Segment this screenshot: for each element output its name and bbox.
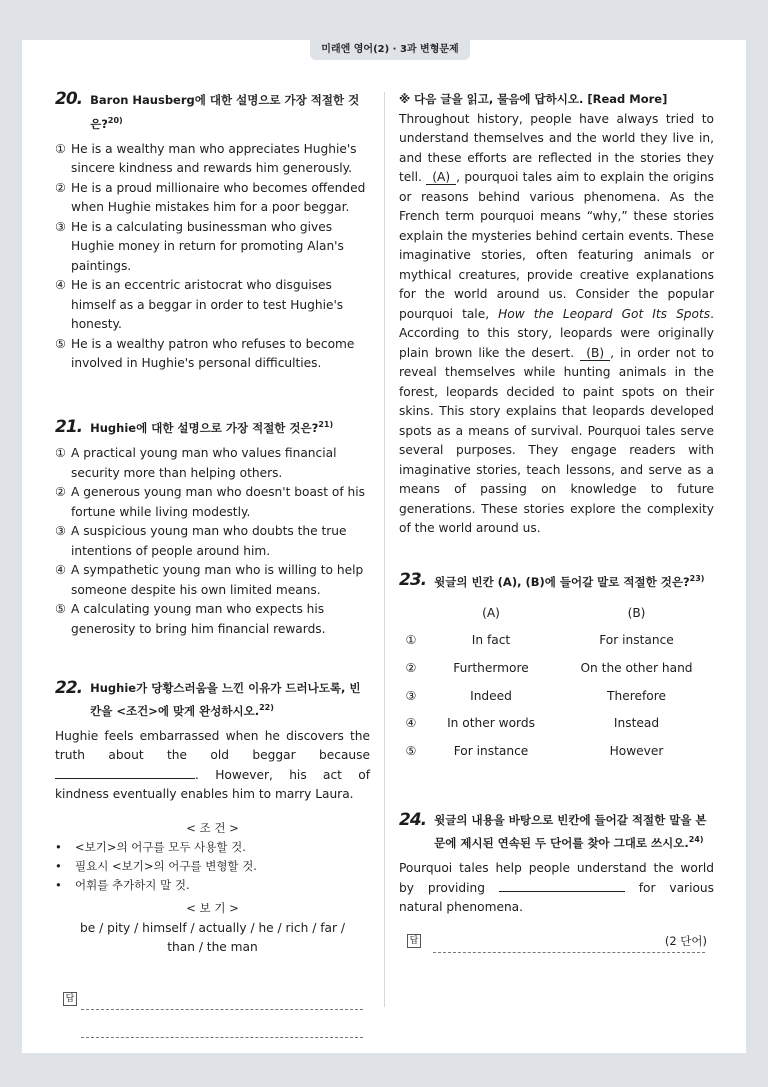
question-title: 윗글의 빈칸 (A), (B)에 들어갈 말로 적절한 것은?$^{23)}$ — [434, 573, 705, 589]
condition-item: • <보기>의 어구를 모두 사용할 것. — [55, 840, 246, 855]
answer-row — [63, 992, 370, 1006]
passage: Hughie feels embarrassed when he discovers the truth about the old beggar because . However, his act of kindness eventually enables him to marry Laura. — [55, 728, 370, 802]
question-23-heading — [399, 569, 714, 592]
column-header-a: (A) — [482, 605, 500, 620]
reading-heading: ※ 다음 글을 읽고, 물음에 답하시오. [Read More] — [399, 92, 668, 106]
answer-line[interactable] — [81, 1008, 363, 1010]
table-header — [399, 600, 714, 628]
option[interactable]: ① He is a wealthy man who appreciates Hughie's sincere kindness and rewards him generously. — [55, 141, 357, 176]
question-number: 21. — [55, 416, 83, 437]
column-divider — [384, 92, 385, 1007]
answer-label: 답 — [407, 934, 421, 948]
question-number: 23. — [399, 570, 427, 591]
answer-row — [407, 932, 707, 952]
table-row[interactable]: ① In fact For instance — [405, 633, 674, 648]
story-title: How the Leopard Got Its Spots — [498, 306, 711, 321]
answer-blank[interactable] — [55, 766, 195, 779]
footnote-ref: 22) — [259, 703, 274, 713]
question-22-heading — [55, 679, 370, 721]
conditions-list — [55, 838, 370, 895]
options-table — [399, 600, 714, 766]
option[interactable]: ④ A sympathetic young man who is willing to help someone despite his own limited means. — [55, 563, 364, 597]
question-21-heading — [55, 415, 370, 438]
footnote-ref: 21) — [318, 419, 334, 429]
right-column — [399, 90, 714, 953]
question-title: Hughie에 대한 설명으로 가장 적절한 것은?$^{21)}$ — [90, 419, 334, 435]
table-row[interactable]: ③ Indeed Therefore — [405, 688, 666, 703]
table-row[interactable]: ④ In other words Instead — [405, 716, 660, 731]
question-22 — [55, 679, 370, 1038]
question-title: Baron Hausberg에 대한 설명으로 가장 적절한 것은?$^{20)}$ — [90, 93, 360, 131]
answer-line[interactable] — [433, 951, 705, 953]
footnote-ref: 20) — [107, 115, 123, 125]
question-title: Hughie가 당황스러움을 느낀 이유가 드러나도록, 빈칸을 <조건>에 맞게 완성하시오.$^{22)}$ — [90, 681, 361, 718]
answer-blank[interactable] — [499, 879, 625, 892]
question-23 — [399, 569, 714, 766]
question-21 — [55, 415, 370, 639]
question-number: 22. — [55, 678, 83, 699]
answer-line[interactable] — [81, 1036, 363, 1038]
answer-hint: (2 단어) — [664, 933, 707, 948]
question-24-heading — [399, 811, 714, 853]
option[interactable]: ③ A suspicious young man who doubts the true intentions of people around him. — [55, 524, 347, 558]
passage: Pourquoi tales help people understand the world by providing for various natural phenomena. — [399, 861, 714, 915]
footnote-ref: 23) — [689, 573, 705, 583]
blank-a: (A) — [426, 170, 456, 185]
question-20 — [55, 90, 370, 374]
option[interactable]: ② A generous young man who doesn't boast of his fortune while living modestly. — [55, 485, 366, 519]
question-20-heading — [55, 90, 370, 134]
question-number: 20. — [55, 89, 83, 109]
question-title: 윗글의 내용을 바탕으로 빈칸에 들어갈 적절한 말을 본문에 제시된 연속된 두 단어를 찾아 그대로 쓰시오.$^{24)}$ — [434, 813, 707, 851]
option[interactable]: ④ He is an eccentric aristocrat who disguises himself as a beggar in order to test Hughie's honesty. — [55, 278, 344, 332]
answer-label: 답 — [63, 992, 77, 1006]
option[interactable]: ⑤ A calculating young man who expects his generosity to bring him financial rewards. — [55, 602, 326, 636]
word-box-line: than / the man — [167, 940, 258, 955]
question-24 — [399, 811, 714, 953]
footnote-ref: 24) — [688, 835, 704, 845]
option[interactable]: ② He is a proud millionaire who becomes offended when Hughie mistakes him for a poor beggar. — [55, 180, 366, 215]
option[interactable]: ③ He is a calculating businessman who gives Hughie money in return for promoting Alan's paintings. — [55, 219, 344, 273]
condition-item: • 어휘를 추가하지 말 것. — [55, 878, 190, 893]
condition-item: • 필요시 <보기>의 어구를 변형할 것. — [55, 859, 257, 874]
conditions-title: < 조 건 > — [186, 820, 239, 835]
column-header-b: (B) — [627, 605, 646, 620]
page-header: 미래엔 영어(2) · 3과 변형문제 — [310, 40, 470, 60]
reading-passage: Throughout history, people have always tried to understand themselves and the world they live in, and these efforts are reflected in the stories they tell. (A) , pourquoi tales aim to explain the origins or reasons behind various phenomena. As the French term pourquoi means “why,” these stories explain the mysteries behind certain events. These imaginative stories, often featuring animals or mythical creatures, provide creative explanations for the world around us. Consider the popular pourquoi tale, How the Leopard Got Its Spots. According to this story, leopards were originally plain brown like the desert. (B) , in order not to reveal themselves while hunting animals in the forest, leopards decided to paint spots on their skins. This story explains that leopards developed spots as a means of survival. Pourquoi tales serve several purposes. They engage readers with imaginative stories, teach lessons, and serve as a means of passing on knowledge to future generations. These stories explore the complexity of the world around us. — [399, 111, 715, 535]
blank-b: (B) — [580, 346, 610, 361]
question-number: 24. — [399, 810, 427, 831]
table-row[interactable]: ⑤ For instance However — [405, 743, 664, 758]
left-column — [55, 90, 370, 1038]
word-box-line: be / pity / himself / actually / he / rich / far / — [80, 920, 345, 935]
table-row[interactable]: ② Furthermore On the other hand — [405, 661, 693, 676]
word-box-title: < 보 기 > — [186, 901, 239, 916]
option[interactable]: ⑤ He is a wealthy patron who refuses to become involved in Hughie's personal difficulties. — [55, 336, 355, 371]
option[interactable]: ① A practical young man who values financial security more than helping others. — [55, 446, 337, 480]
